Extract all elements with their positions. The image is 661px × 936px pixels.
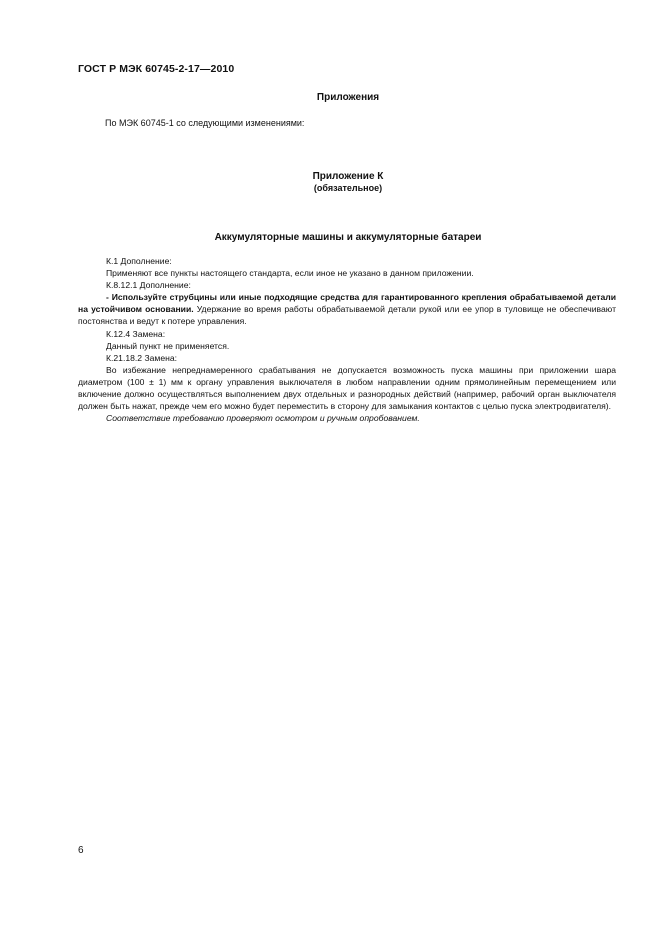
annex-title: Приложение К: [312, 171, 384, 182]
clause-k12-text: Данный пункт не применяется.: [106, 340, 230, 351]
clause-k8-bold-text: - Используйте струбцины или иные подходящие средства для гарантированного крепления обрабатываемой детали на устойчивом основании.: [78, 292, 616, 315]
document-header-code: ГОСТ Р МЭК 60745-2-17—2010: [78, 63, 235, 75]
clause-k8-paragraph: [78, 291, 616, 327]
clause-k21-check: Соответствие требованию проверяют осмотром и ручным опробованием.: [106, 413, 420, 424]
clause-k21-text: Во избежание непреднамеренного срабатывания не допускается возможность пуска машины при приложении шара диаметром (100 ± 1) мм к органу управления выключателя в любом направлении одним прямолинейным перемещением или включение должно осуществляться выполнением двух отдельных и разнородных действий (например, рабочий орган выключателя должен быть нажат, прежде чем его можно будет переместить в сторону для замыкания контактов с целью пуска электродвигателя).: [78, 364, 616, 412]
annex-body: [78, 255, 616, 424]
intro-text: По МЭК 60745-1 со следующими изменениями:: [105, 118, 305, 128]
page-number: 6: [78, 845, 84, 856]
clause-k1-label: К.1 Дополнение:: [106, 256, 172, 266]
section-title: Приложения: [316, 92, 380, 103]
clause-k21-label: К.21.18.2 Замена:: [106, 352, 178, 363]
clause-k1-text: Применяют все пункты настоящего стандарта, если иное не указано в данном приложении.: [106, 268, 474, 279]
clause-k12-label: К.12.4 Замена:: [106, 328, 166, 339]
annex-status: (обязательное): [313, 183, 383, 193]
clause-k8-text: Удержание во время работы обрабатываемой детали рукой или ее упор в туловище не обеспечивают постоянства и ведут к потере управления.: [78, 304, 617, 327]
annex-heading: Аккумуляторные машины и аккумуляторные батареи: [214, 232, 482, 243]
clause-k8-label: К.8.12.1 Дополнение:: [106, 280, 191, 291]
